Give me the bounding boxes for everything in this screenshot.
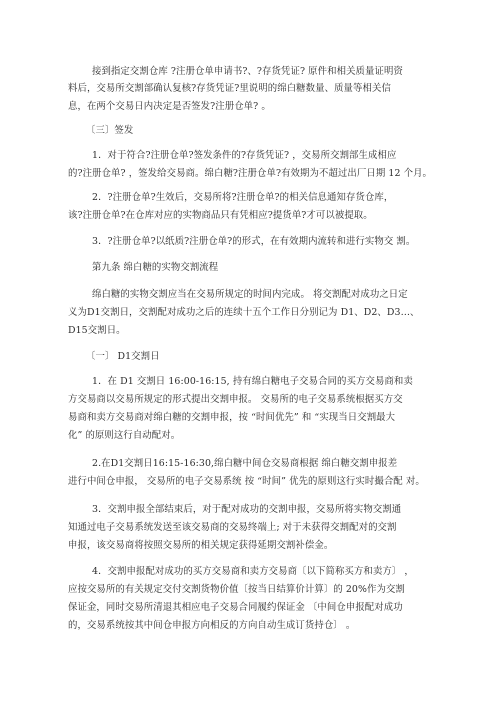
paragraph-line: 义为D1交割日，交割配对成功之后的连续十五个工作日分别记为 D1、D2、D3…、	[68, 307, 420, 318]
paragraph-line: 申报，该交易商将按照交易所的相关规定获得延期交割补偿金。	[68, 540, 334, 551]
paragraph-line: 该?注册仓单?在仓库对应的实物商品只有凭相应?提货单?才可以被提取。	[68, 210, 373, 221]
paragraph-line: 的?注册仓单? ，签发给交易商。绵白糖?注册仓单?有效期为不超过出厂日期 12 个月。	[68, 168, 433, 179]
paragraph-line: 应按交易所的有关规定交付交割货物价值〔按当日结算价计算〕的 20%作为交割	[68, 584, 405, 595]
article-heading: 第九条 绵白糖的实物交割流程	[92, 262, 219, 273]
paragraph-line: 方交易商以交易所规定的形式提出交割申报。 交易所的电子交易系统根据买方交	[68, 394, 403, 405]
paragraph-line: 3．交割申报全部结束后，对于配对成功的交割申报，交易所将实物交割通	[92, 504, 402, 515]
paragraph-line: 3．?注册仓单?以纸质?注册仓单?的形式，在有效期内流转和进行实物交 割。	[92, 236, 416, 247]
paragraph-line: 进行中间仓申报， 交易所的电子交易系统 按 “时间” 优先的原则这行实时撮合配 对。	[68, 476, 425, 487]
paragraph-line: 息，在两个交易日内决定是否签发?注册仓单? 。	[68, 101, 271, 112]
paragraph-line: 2.在D1交割日16:15-16:30,绵白糖中间仓交易商根据 绵白糖交割申报差	[92, 458, 398, 469]
paragraph-line: D15交割日。	[68, 325, 126, 336]
paragraph-line: 1．在 D1 交割日 16:00-16:15, 持有绵白糖电子交易合同的买方交易商和卖	[92, 376, 413, 387]
paragraph-line: 易商和卖方交易商对绵白糖的交割申报，按 “时间优先” 和 “实现当日交割最大	[68, 412, 396, 423]
paragraph-line: 的，交易系统按其中间仓申报方向相反的方向自动生成订货持仓〕 。	[68, 620, 356, 631]
paragraph-line: 料后，交易所交割部确认复核?存货凭证?里说明的绵白糖数量、质量等相关信	[68, 83, 391, 94]
paragraph-line: 知通过电子交易系统发送至该交易商的交易终端上; 对于未获得交割配对的交割	[68, 522, 397, 533]
section-heading: 〔三〕签发	[86, 125, 134, 136]
paragraph-line: 绵白糖的实物交割应当在交易所规定的时间内完成。 将交割配对成功之日定	[92, 289, 408, 300]
paragraph-line: 2．?注册仓单?生效后，交易所将?注册仓单?的相关信息通知存货仓库，	[92, 192, 394, 203]
section-heading: 〔一〕 D1交割日	[86, 351, 160, 362]
paragraph-line: 保证金，同时交易所清退其相应电子交易合同履约保证金 〔中间仓申报配对成功	[68, 602, 403, 613]
paragraph-line: 接到指定交割仓库 ?注册仓单申请书?、?存货凭证? 原件和相关质量证明资	[92, 66, 403, 77]
paragraph-line: 化” 的原则这行自动配对。	[68, 430, 181, 441]
paragraph-line: 4．交割申报配对成功的买方交易商和卖方交易商〔以下简称买方和卖方〕 ，	[92, 566, 414, 577]
paragraph-line: 1．对于符合?注册仓单?签发条件的?存货凭证? ，交易所交割部生成相应	[92, 150, 397, 161]
